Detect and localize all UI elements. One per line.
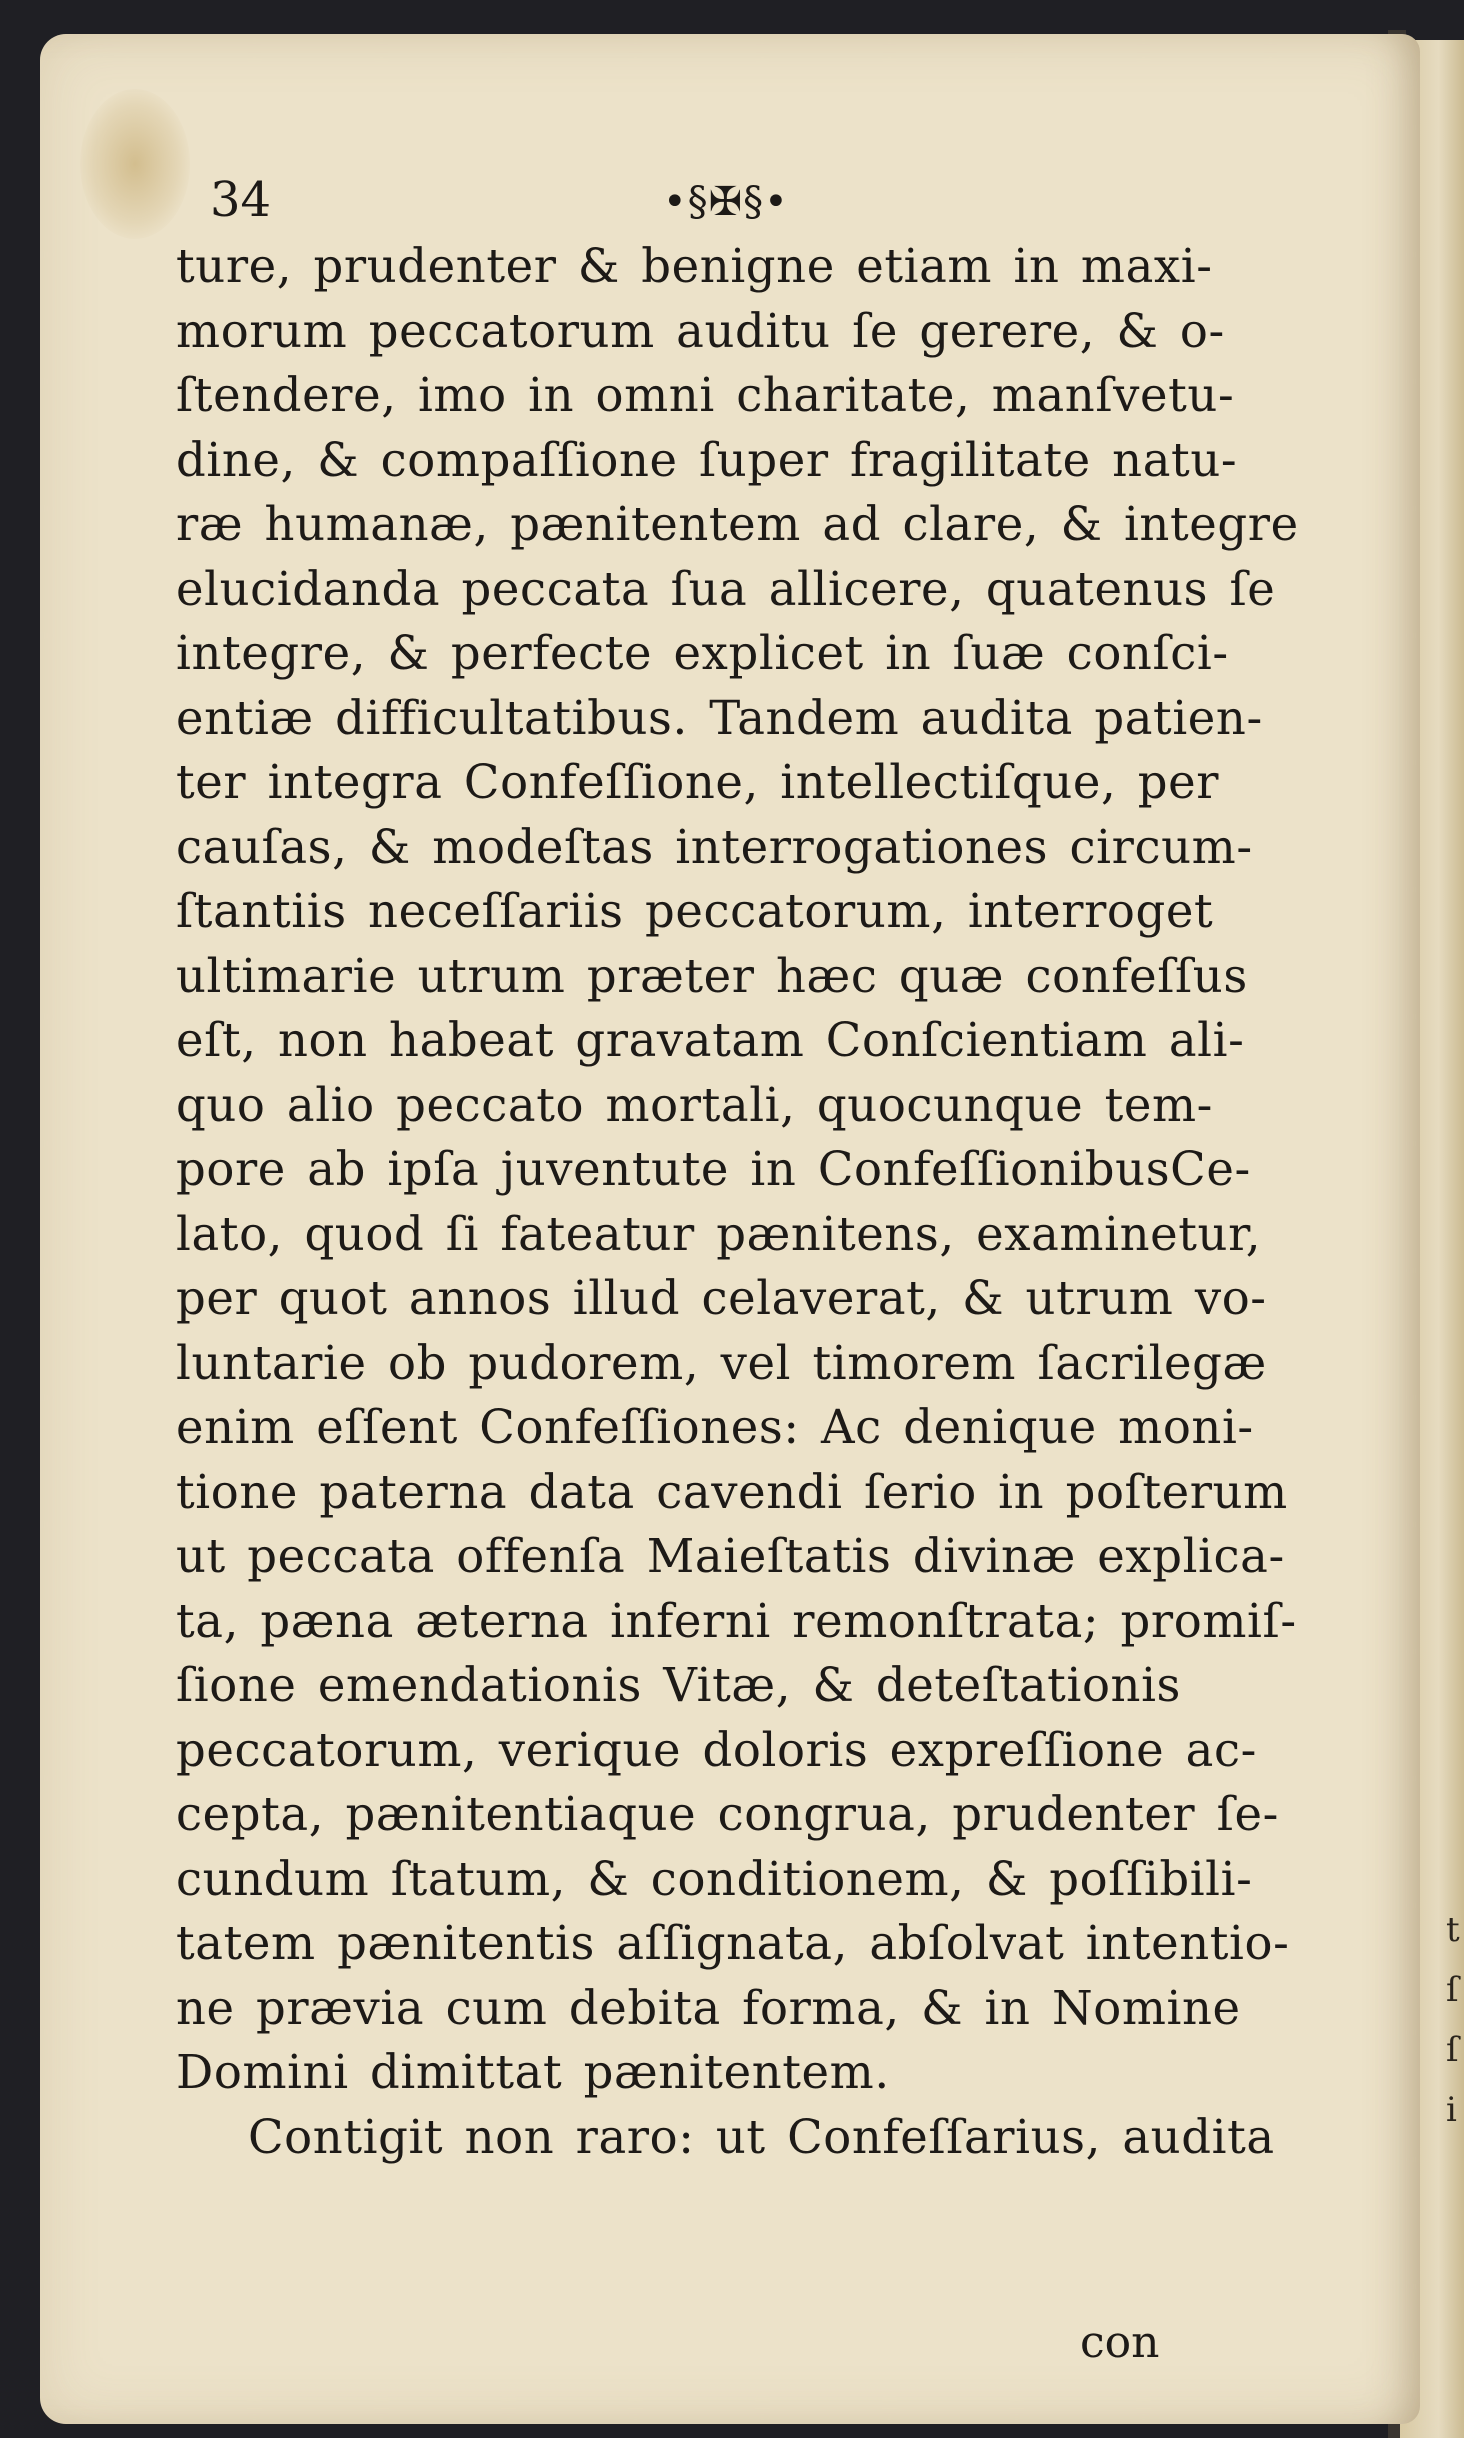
text-line: ter integra Confeſſione, intellectiſque, per (176, 755, 1220, 809)
text-line: lato, quod ſi fateatur pænitens, examinetur, (176, 1206, 1262, 1261)
text-line: eſt, non habeat gravatam Conſcientiam ali- (176, 1013, 1245, 1067)
text-line: pore ab ipſa juventute in ConfeſſionibusCe- (176, 1142, 1251, 1196)
text-line: enim eſſent Confeſſiones: Ac denique moni- (176, 1400, 1254, 1454)
text-line: entiæ difficultatibus. Tandem audita patien- (176, 690, 1263, 745)
text-line: ut peccata offenſa Maieſtatis divinæ explica- (176, 1529, 1285, 1583)
catchword: con (1080, 2317, 1160, 2368)
body-text (176, 234, 1404, 2169)
text-line: quo alio peccato mortali, quocunque tem- (176, 1077, 1213, 1132)
text-line: ture, prudenter & benigne etiam in maxi- (176, 239, 1213, 293)
text-line: cundum ſtatum, & conditionem, & poſſibili- (176, 1851, 1253, 1906)
text-line: morum peccatorum auditu ſe gerere, & o- (176, 303, 1225, 358)
text-line: ultimarie utrum præter hæc quæ confeſſus (176, 948, 1248, 1003)
next-page-edge-text: t ſ ſ i (1446, 1910, 1460, 2130)
text-line: ſione emendationis Vitæ, & deteſtationis (176, 1658, 1182, 1712)
text-line: ſtantiis neceſſariis peccatorum, interroget (176, 884, 1214, 938)
text-line: cepta, pænitentiaque congrua, prudenter ſe- (176, 1787, 1279, 1841)
page-number: 34 (210, 172, 272, 228)
running-head (176, 150, 1404, 234)
text-line: cauſas, & modeſtas interrogationes circum- (176, 819, 1253, 874)
text-line: per quot annos illud celaverat, & utrum vo- (176, 1271, 1267, 1325)
paragraph-start-line: Contigit non raro: ut Confeſſarius, audita (248, 2109, 1275, 2164)
paragraph-end-line: Domini dimittat pænitentem. (176, 2045, 890, 2099)
text-line: dine, & compaſſione ſuper fragilitate natu- (176, 432, 1238, 487)
text-line: elucidanda peccata ſua allicere, quatenus ſe (176, 561, 1276, 616)
text-line: ſtendere, imo in omni charitate, manſvetu- (176, 368, 1235, 422)
foxing-stain (80, 89, 190, 239)
text-line: ne prævia cum debita forma, & in Nomine (176, 1980, 1241, 2035)
text-line: integre, & perfecte explicet in ſuæ conſci- (176, 626, 1229, 680)
head-ornament: •§✠§• (663, 179, 789, 225)
text-line: tatem pænitentis aſſignata, abſolvat intentio- (176, 1916, 1290, 1970)
text-line: luntarie ob pudorem, vel timorem ſacrilegæ (176, 1335, 1267, 1390)
text-line: tione paterna data cavendi ſerio in poſterum (176, 1464, 1288, 1519)
text-line: ræ humanæ, pænitentem ad clare, & integre (176, 497, 1299, 551)
text-line: peccatorum, verique doloris expreſſione ac- (176, 1722, 1257, 1777)
page-text-block (176, 150, 1404, 2169)
text-line: ta, pæna æterna inferni remonſtrata; promiſ- (176, 1593, 1297, 1648)
